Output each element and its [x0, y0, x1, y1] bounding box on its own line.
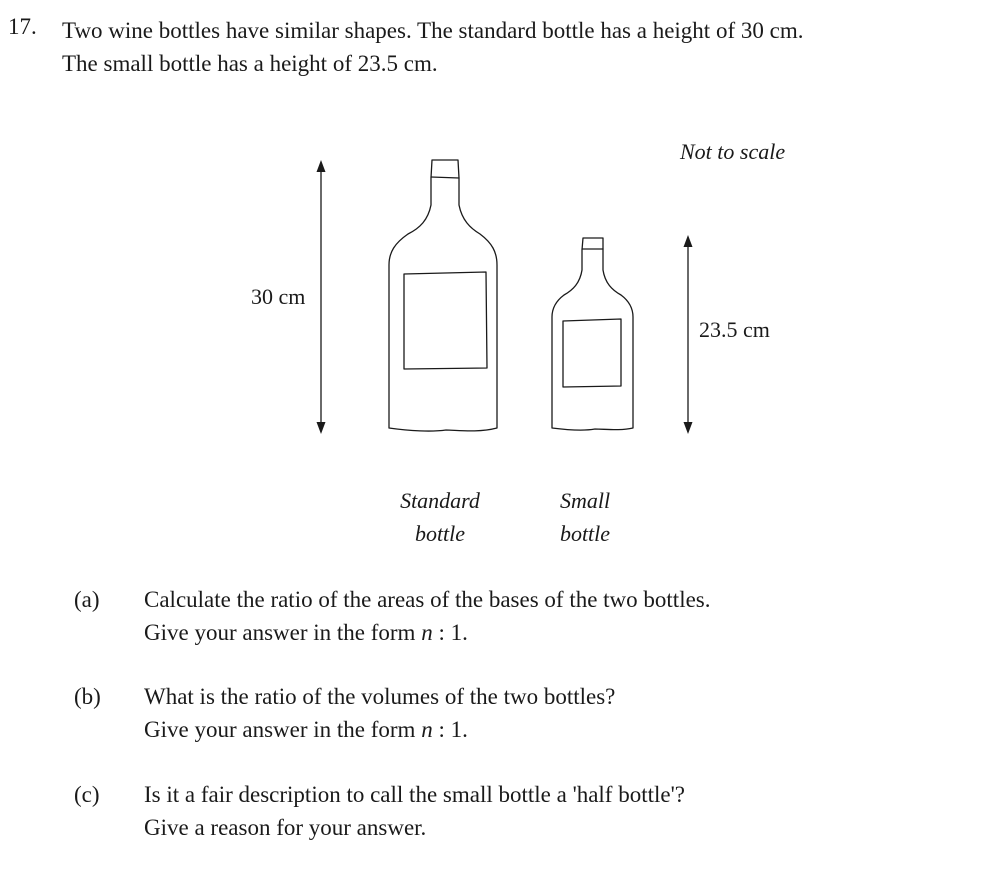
part-a-line-2-prefix: Give your answer in the form [144, 620, 422, 645]
part-a-label: (a) [74, 587, 100, 612]
standard-bottle [389, 160, 497, 431]
small-caption-line-2: bottle [559, 521, 611, 546]
standard-caption-line-1: Standard [400, 488, 480, 513]
part-a-variable: n [421, 620, 433, 645]
part-a-text [144, 583, 711, 649]
part-c-line-1: Is it a fair description to call the small bottle a 'half bottle'? [144, 782, 685, 807]
intro-line-1: Two wine bottles have similar shapes. The standard bottle has a height of 30 cm. [62, 18, 804, 43]
part-c-text [144, 778, 685, 844]
small-caption-line-1: Small [559, 488, 611, 513]
small-height-label: 23.5 cm [699, 317, 770, 342]
part-b-text [144, 680, 615, 746]
part-a-line-2 [144, 616, 711, 649]
part-b-label: (b) [74, 684, 101, 709]
part-b-line-2-suffix: : 1. [432, 717, 468, 742]
part-b-variable: n [421, 717, 433, 742]
part-c-line-2: Give a reason for your answer. [144, 815, 427, 840]
part-b-line-2 [144, 713, 615, 746]
intro-line-2: The small bottle has a height of 23.5 cm. [62, 51, 438, 76]
part-b-line-1: What is the ratio of the volumes of the two bottles? [144, 684, 616, 709]
small-bottle-caption [540, 484, 630, 550]
part-c-label: (c) [74, 782, 100, 807]
small-bottle [552, 238, 633, 430]
question-number: 17. [8, 14, 37, 39]
standard-height-arrow [317, 160, 326, 434]
standard-height-label: 30 cm [251, 284, 306, 309]
standard-bottle-caption [380, 484, 500, 550]
small-height-arrow [684, 235, 693, 434]
part-a-line-2-suffix: : 1. [432, 620, 468, 645]
part-a-line-1: Calculate the ratio of the areas of the bases of the two bottles. [144, 587, 711, 612]
part-b-line-2-prefix: Give your answer in the form [144, 717, 422, 742]
not-to-scale-note: Not to scale [680, 139, 786, 164]
standard-caption-line-2: bottle [414, 521, 466, 546]
